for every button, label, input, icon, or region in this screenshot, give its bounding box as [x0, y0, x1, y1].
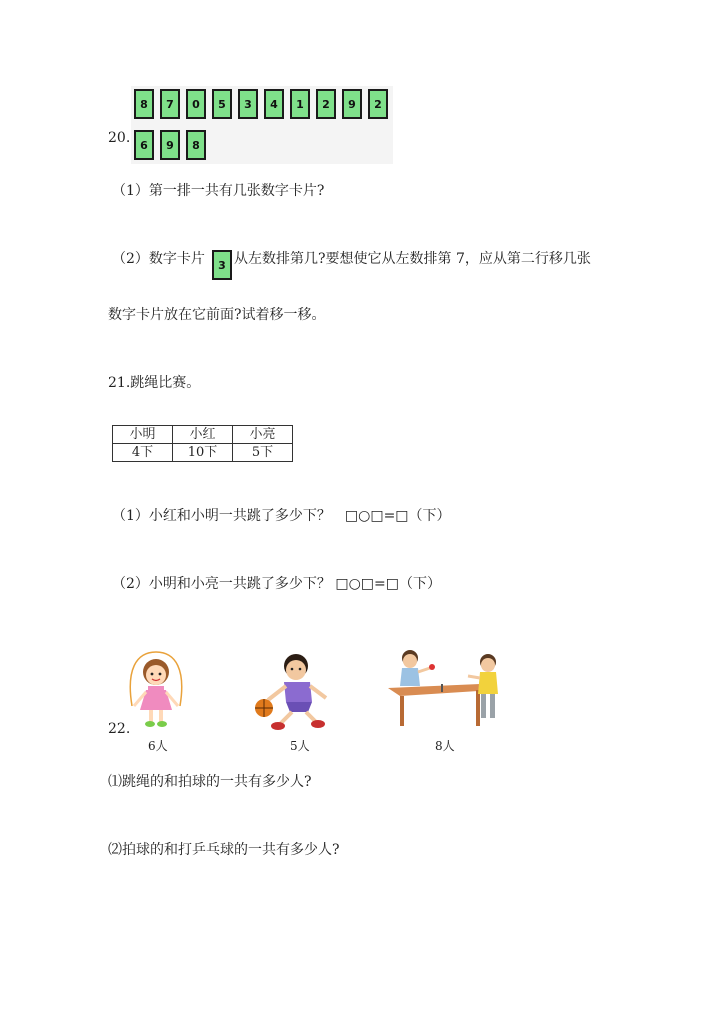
number-card: 2 — [316, 89, 336, 119]
number-card: 8 — [134, 89, 154, 119]
number-card: 3 — [238, 89, 258, 119]
number-card: 7 — [160, 89, 180, 119]
table-header-cell: 小明 — [113, 426, 173, 444]
number-card: 8 — [186, 130, 206, 160]
number-card: 9 — [342, 89, 362, 119]
number-card: 6 — [134, 130, 154, 160]
boy-bouncing-ball-illustration — [250, 650, 334, 732]
question-part-2-suffix: 从左数排第几?要想使它从左数排第 7，应从第二行移几张 — [234, 251, 591, 267]
count-label: 8人 — [435, 739, 455, 753]
question-part-2-prefix: （2）数字卡片 — [112, 251, 205, 267]
inline-number-card: 3 — [212, 250, 232, 280]
question-number: 20. — [108, 130, 131, 146]
table-cell: 5下 — [233, 444, 293, 462]
table-tennis-illustration — [384, 640, 510, 736]
number-card: 4 — [264, 89, 284, 119]
table-header-cell: 小红 — [173, 426, 233, 444]
table-header-row — [113, 426, 293, 444]
table-cell: 10下 — [173, 444, 233, 462]
girl-jumping-rope-illustration — [126, 650, 186, 732]
number-card: 1 — [290, 89, 310, 119]
table-row — [113, 444, 293, 462]
table-cell: 4下 — [113, 444, 173, 462]
number-card: 2 — [368, 89, 388, 119]
question-part-2: （2）小明和小亮一共跳了多少下？ □○□=□（下） — [112, 576, 441, 592]
question-part-1: （1）小红和小明一共跳了多少下？ □○□=□（下） — [112, 508, 451, 524]
count-label: 6人 — [148, 739, 168, 753]
question-title: 21.跳绳比赛。 — [108, 375, 201, 391]
table-header-cell: 小亮 — [233, 426, 293, 444]
picture-row — [118, 640, 510, 740]
number-card: 0 — [186, 89, 206, 119]
number-card: 5 — [212, 89, 232, 119]
question-part-2-line-2: 数字卡片放在它前面?试着移一移。 — [108, 307, 326, 323]
number-card: 9 — [160, 130, 180, 160]
question-part-1: ⑴跳绳的和拍球的一共有多少人? — [108, 774, 312, 790]
question-part-2: ⑵拍球的和打乒乓球的一共有多少人? — [108, 842, 340, 858]
score-table — [112, 425, 293, 462]
question-part-1: （1）第一排一共有几张数字卡片? — [112, 183, 325, 199]
count-label: 5人 — [290, 739, 310, 753]
question-number: 22. — [108, 721, 131, 737]
